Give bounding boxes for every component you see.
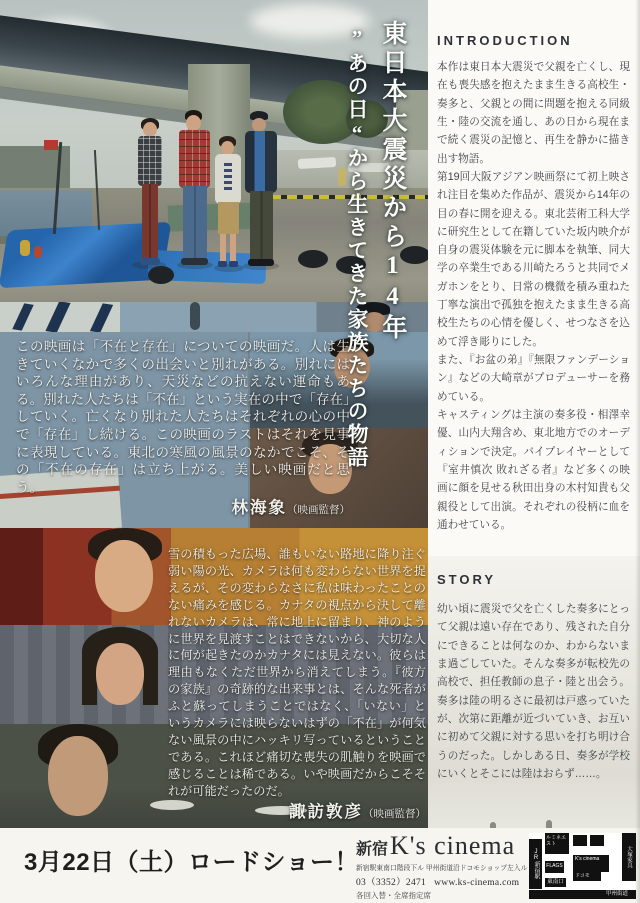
quote1-signature — [16, 500, 350, 520]
buoy — [20, 240, 30, 256]
cinema-contact — [356, 874, 528, 888]
quote1-author-name: 林海象 — [231, 499, 287, 518]
intro-paragraph-1: 本作は東日本大震災で父親を亡くし、現在も喪失感を抱えたまま生きる高校生・奏多と、父親との間に問題を抱える同級生・陸の交流を通し、あの日から現在まで続く震災の記憶と、再生を静かに描き出す物語。 — [437, 61, 630, 165]
mother-face — [143, 122, 157, 137]
cinema-address: 新宿駅東南口階段下ル 甲州街道沿ドコモショップ左入ル — [356, 865, 528, 872]
mother-plaid-coat — [138, 136, 162, 186]
man-face — [186, 115, 201, 131]
boy-shorts — [218, 202, 239, 234]
director-quote-2 — [168, 546, 426, 823]
boy-striped-tee — [224, 160, 232, 190]
cast-woman-hair — [82, 651, 97, 705]
cinema-info — [356, 831, 528, 901]
map-building-block — [573, 835, 587, 846]
map-label-cinema: K's cinema — [573, 855, 609, 872]
release-date: 3月22日（土）ロードショー！ — [24, 849, 360, 876]
scan-edge-shadow — [635, 0, 640, 903]
cast-woman-hair — [143, 651, 158, 705]
boat — [298, 157, 336, 169]
quote1-body: この映画は「不在と存在」についての映画だ。人は生きていくなかで多くの出会いと別れがある。別れにはいろんな理由があり、天災などの抗えない運命もある。別れた人たちは「不在」という実在の中で「存在」していく。亡くなり別れた人たちはそれぞれの心の中で「存在」し続ける。この映画のラストはそれを見事に表現している。東北の寒風の風景のなかでこそ、その「不在の存在」は立ち上がる。美しい映画だと思う。 — [16, 339, 350, 495]
cast-boy-face — [95, 540, 153, 612]
bottom-release-band — [0, 828, 640, 903]
man-shoes — [181, 258, 208, 265]
capped-man-jacket — [245, 131, 277, 193]
story-heading: STORY — [437, 572, 497, 587]
buoy — [34, 246, 42, 258]
mother-shoes — [140, 258, 160, 265]
story-text — [437, 600, 630, 783]
capped-man-pants — [250, 191, 273, 261]
cast-man-face — [48, 736, 108, 816]
quote1-author-role: （映画監督） — [287, 504, 350, 517]
man-jeans — [183, 186, 207, 260]
painted-glyph — [45, 302, 70, 332]
tire — [298, 250, 328, 268]
quote2-signature — [168, 804, 426, 823]
map-label-lumine: ルミネエスト — [545, 833, 569, 854]
map-label-furniture-store: 大塚家具 — [622, 833, 636, 881]
introduction-text — [437, 58, 630, 534]
painted-glyph — [90, 303, 113, 332]
quote2-author-role: （映画監督） — [363, 807, 426, 820]
intro-paragraph-2: 第19回大阪アジアン映画祭にて初上映され注目を集めた作品が、震災から14年の目の春に開を迎える。東北芸術工科大学に研究生として在籍していた坂内映介が自身の震災体験を元に脚本を執筆、同大学の卒業生である川崎たろうと共同でメガホンをとり、日常の機微を積み重ねた丁寧な演出で孤独を抱えたまま生きる高校生たちの心情を優しく、せつなさを込めて浮き彫りにした。 — [437, 170, 630, 348]
right-text-column — [428, 0, 640, 903]
map-label-southeast-exit: 東南口 — [545, 878, 566, 887]
map-label-docomo: ドコモ — [573, 872, 601, 881]
cinema-name-row — [356, 831, 528, 861]
fishing-net — [168, 202, 261, 231]
map-building-block — [590, 835, 604, 846]
capped-man-face — [252, 118, 266, 132]
cinema-phone: 03（3352）2471 — [356, 878, 427, 888]
boy-leg — [230, 234, 236, 262]
map-label-station: JR新宿駅 — [529, 839, 542, 889]
cinema-website: www.ks-cinema.com — [434, 878, 520, 888]
map-label-flags: FLAGS — [545, 861, 564, 873]
access-map — [529, 833, 636, 899]
map-label-koshu-kaido: 甲州街道 — [529, 890, 636, 899]
quote2-body: 雪の積もった広場、誰もいない路地に降り注ぐ弱い陽の光、カメラは何も変わらない世界を捉えるが、その変わらなさに私は味わったことのない痛みを感じる。カナタの視点から決して離れないカメラは、常に地上に留まり、神のように世界を見渡すことはできないから、大切な人に何が起きたのかカナタには見えない。彼らは理由もなくただ世界から消えてしまう。『彼方の家族』の奇跡的な出来事とは、そんな死者がふと蘇ってしまうことではなく、「いない」というカメラには映らないはずの「不在」が何気ない風景の中にハッキリ写っているということである。これほど痛切な喪失の肌触りを映画で感じることは稀である。いや映画だからこそそれが可能だったのだ。 — [168, 547, 426, 798]
story-paragraph: 幼い頃に震災で父を亡くした奏多にとって父親は遠い存在であり、残された自分にできることは何なのか、わからないまま過ごしていた。そんな奏多が転校先の高校で、担任教師の息子・陸と出会う。奏多は陸の明るさに最初は戸惑っていたが、次第に距離が近づいていき、お互いに初めて父親に対する思いを打ち明け合うのだった。しかしある日、奏多が学校にいくとそこには陸はおらず……。 — [437, 603, 630, 780]
cast-woman-face — [96, 643, 144, 705]
boy-shoe — [218, 261, 227, 267]
hanging-fish — [190, 302, 200, 330]
man-plaid-shirt — [179, 130, 210, 188]
director-quote-1 — [16, 338, 350, 520]
mother-pants — [142, 184, 158, 260]
red-flag — [44, 140, 58, 150]
boy-face-photo — [221, 141, 234, 155]
boy-shoe — [229, 261, 238, 267]
intro-paragraph-4: キャスティングは主演の奏多役・相澤幸優、山内大翔含め、東北地方でのオーディションで決定。バイプレイヤーとして『室井慎次 敗れざる者』など多くの映画に顔を見せる秋田出身の木村知貴も父親役として出演。それぞれの役柄に血を通わせている。 — [437, 408, 630, 531]
capped-man-shoes — [248, 259, 274, 266]
painted-glyph — [12, 303, 33, 330]
main-title-line2: ”あの日“から生きてきた家族たちの物語 — [345, 26, 369, 469]
boy-leg — [220, 234, 226, 262]
main-title-line1: 東日本大震災から14年 — [379, 20, 406, 343]
quote2-author-name: 諏訪敦彦 — [289, 802, 363, 821]
cinema-name-prefix: 新宿 — [356, 841, 389, 858]
introduction-heading: INTRODUCTION — [437, 33, 573, 48]
cinema-name: K's cinema — [390, 831, 516, 860]
cinema-note: 各回入替・全席指定席 — [356, 891, 431, 900]
intro-paragraph-3: また、『お盆の弟』『無限ファンデーション』などの大崎章がプロデューサーを務めている。 — [437, 354, 630, 403]
